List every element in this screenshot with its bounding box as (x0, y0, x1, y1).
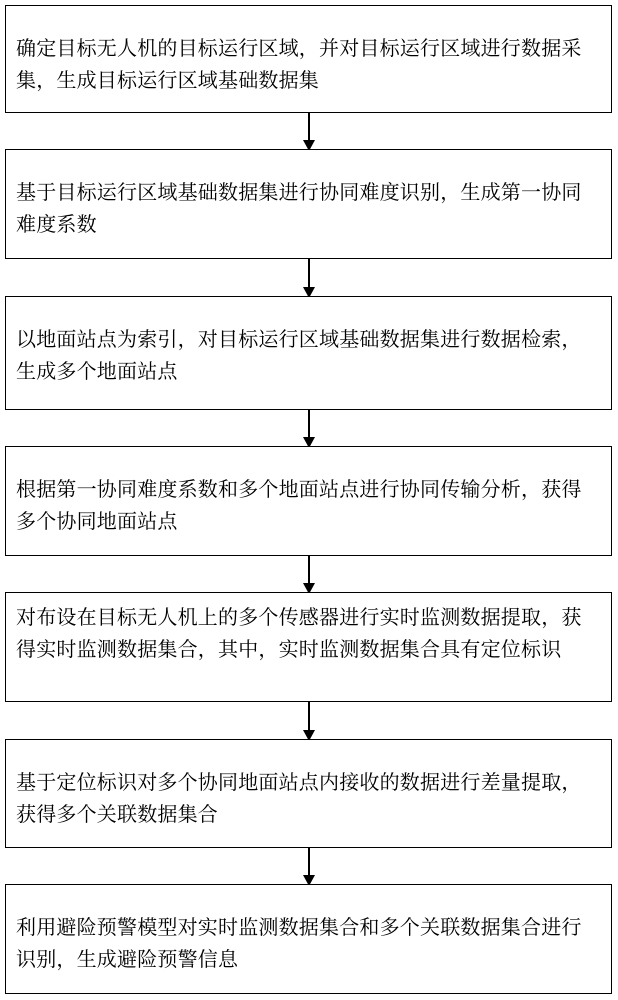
step-text-7: 利用避险预警模型对实时监测数据集合和多个关联数据集合进行识别，生成避险预警信息 (16, 915, 582, 971)
step-box-5 (5, 592, 612, 702)
step-box-1 (5, 5, 612, 113)
arrow-3 (308, 410, 310, 446)
step-text-4: 根据第一协同难度系数和多个地面站点进行协同传输分析，获得多个协同地面站点 (16, 477, 582, 533)
arrow-2 (308, 259, 310, 296)
step-box-3 (5, 296, 612, 410)
step-box-2 (5, 149, 612, 259)
step-text-2: 基于目标运行区域基础数据集进行协同难度识别，生成第一协同难度系数 (16, 180, 582, 236)
arrow-5 (308, 702, 310, 739)
step-box-4 (5, 446, 612, 556)
step-text-3: 以地面站点为索引，对目标运行区域基础数据集进行数据检索，生成多个地面站点 (16, 327, 582, 383)
arrow-6 (308, 848, 310, 884)
arrow-1 (308, 113, 310, 149)
step-box-6 (5, 739, 612, 848)
step-text-5: 对布设在目标无人机上的多个传感器进行实时监测数据提取，获得实时监测数据集合，其中，实时监测数据集合具有定位标识 (16, 605, 582, 661)
step-text-1: 确定目标无人机的目标运行区域，并对目标运行区域进行数据采集，生成目标运行区域基础数据集 (16, 36, 582, 92)
step-text-6: 基于定位标识对多个协同地面站点内接收的数据进行差量提取，获得多个关联数据集合 (16, 770, 582, 826)
arrow-4 (308, 556, 310, 592)
step-box-7 (5, 884, 612, 994)
